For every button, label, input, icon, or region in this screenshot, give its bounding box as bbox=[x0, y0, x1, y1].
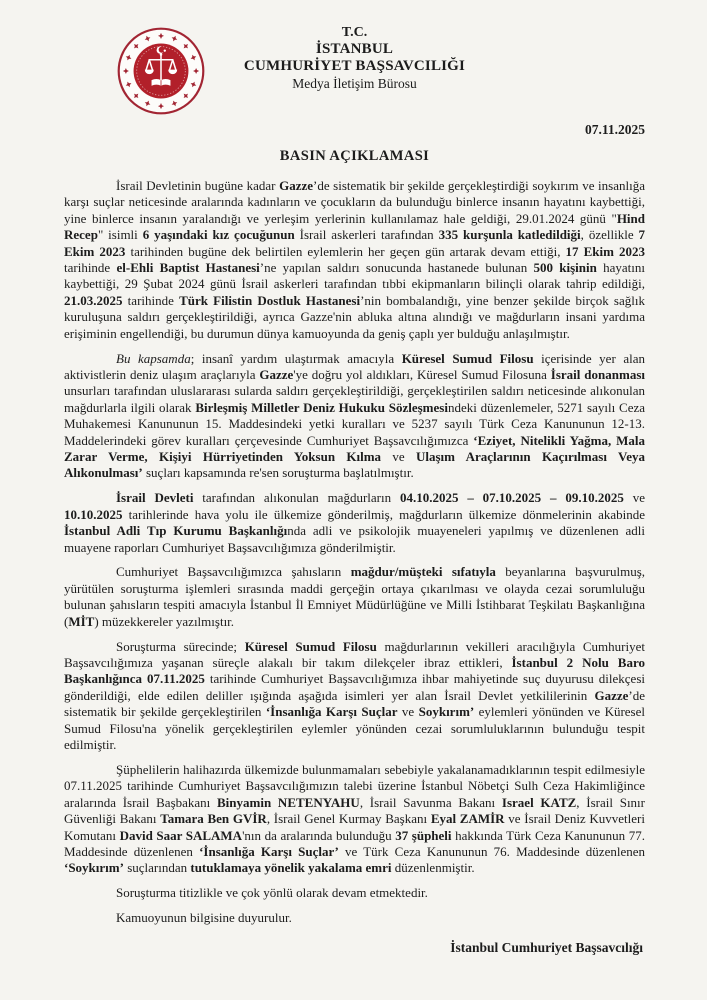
text-run: Şüphelilerin halihazırda ülkemizde bulunmamaları sebebiyle yakalanamadıklarının tespit edilmesiyle 07.11.2025 tarihinde Cumhuriyet Başsavcılığımızın talebi üzerine İstanbul Nöbetçi Sulh Ceza Hakimliğince aralarında İsrail Başbakanı bbox=[64, 761, 645, 810]
text-run: 17 Ekim 2023 bbox=[565, 243, 645, 259]
text-run: ’nin bombalandığı, yine benzer şekilde birçok sağlık kuruluşuna saldırı gerçekleştirildiği, ayrıca Gazze'nin abluka altına alındığı ve mağdurların insani yardıma erişiminin engellendiği, bu durumun dünya kamuoyunda da geniş çaplı yer bulduğu anlaşılmıştır. bbox=[64, 292, 645, 341]
text-run: ’de sistematik bir şekilde gerçekleştirdiği soykırım ve insanlığa karşı suçlar neticesinde aralarında kadınların ve çocukların da bulunduğu binlerce insanın hayatını kaybettiği, yine binlerce insanın yaralandığı ve yerleşim yerlerinin kullanılamaz hale geldiği, 29.01.2024 günü " bbox=[64, 178, 645, 226]
text-run: mağdur/müşteki sıfatıyla bbox=[350, 564, 496, 580]
text-run: ) müzekkereler yazılmıştır. bbox=[94, 613, 235, 629]
text-run: Soykırım’ bbox=[418, 704, 475, 720]
text-run: Gazze bbox=[594, 687, 629, 703]
text-run: nda adli ve psikolojik muayeneleri yapılmış ve düzenlenen adli muayene raporları Cumhuriyet Başsavcılığımıza gönderilmiştir. bbox=[64, 523, 645, 555]
text-run: 'nın da aralarında bulunduğu bbox=[242, 827, 396, 843]
text-run: Israel KATZ bbox=[501, 794, 577, 810]
text-run: tarihinde Cumhuriyet Başsavcılığımıza ihbar mahiyetinde suç duyurusu dilekçesi gönderildiği, elde edilen deliller ışığında aşağıda isimleri yer alan İsrail Devlet yetkililerinin bbox=[64, 671, 645, 703]
text-run: ; insanî yardım ulaştırmak amacıyla bbox=[190, 350, 402, 366]
text-run: Küresel Sumud Filosu bbox=[244, 638, 377, 654]
text-run: 10.10.2025 bbox=[64, 506, 123, 522]
text-run: 500 kişinin bbox=[533, 260, 597, 276]
text-run: Eyal ZAMİR bbox=[430, 811, 505, 827]
document-date: 07.11.2025 bbox=[584, 122, 645, 137]
text-run: düzenlenmiştir. bbox=[391, 860, 475, 876]
paragraph bbox=[64, 351, 645, 482]
paragraph bbox=[64, 490, 645, 556]
text-run: , İsrail Sınır Güvenliği Bakanı bbox=[64, 794, 646, 827]
text-run: tarihinde bbox=[122, 292, 180, 308]
text-run: Soruşturma titizlikle ve çok yönlü olarak devam etmektedir. bbox=[116, 885, 428, 901]
text-run: İstanbul Adli Tıp Kurumu Başkanlığı bbox=[64, 523, 288, 539]
text-run: ‘İnsanlığa Karşı Suçlar bbox=[265, 704, 398, 720]
text-run: ve İsrail Deniz Kuvvetleri Komutanı bbox=[64, 811, 645, 843]
document-title: BASIN AÇIKLAMASI bbox=[279, 148, 430, 164]
text-run: Gazze bbox=[279, 178, 313, 193]
header-republic: T.C. bbox=[341, 25, 368, 40]
text-run: ve bbox=[623, 490, 645, 506]
text-run: İsrail Devletinin bugüne kadar bbox=[116, 178, 280, 193]
text-run: " isimli bbox=[97, 227, 143, 243]
document-header bbox=[64, 24, 645, 118]
text-run: ve Türk Ceza Kanununun 76. Maddesinde düzenlenen bbox=[338, 843, 645, 859]
text-run: eylemleri yönünden ve Küresel Sumud Filosu'na yönelik gerçekleştirilen eylemler yönünden cezai sorumluluklarının bulunduğu tespit edilmiştir. bbox=[64, 704, 645, 752]
text-run: 7 Ekim 2023 bbox=[64, 227, 646, 259]
text-run: 04.10.2025 – 07.10.2025 – 09.10.2025 bbox=[399, 490, 624, 506]
document-body bbox=[64, 178, 645, 927]
signature: İstanbul Cumhuriyet Başsavcılığı bbox=[450, 939, 643, 955]
text-run: Soruşturma sürecinde; bbox=[116, 638, 245, 654]
header-city: İSTANBUL bbox=[315, 41, 394, 57]
text-run: suçları kapsamında re'sen soruşturma başlatılmıştır. bbox=[142, 465, 414, 481]
text-run: 37 şüpheli bbox=[395, 827, 452, 843]
text-run: Kamuoyunun bilgisine duyurulur. bbox=[116, 910, 292, 926]
text-run: mağdurlarının vekilleri aracılığıyla Cumhuriyet Başsavcılığımıza yaşanan süreçle alakalı bir takım dilekçeler ibraz ettikleri, bbox=[64, 638, 645, 670]
text-run: İsrail donanması bbox=[550, 366, 645, 382]
text-run: suçlarından bbox=[123, 860, 191, 876]
text-run: , İsrail Savunma Bakanı bbox=[359, 794, 502, 810]
text-run: İstanbul 2 Nolu Baro Başkanlığınca 07.11.2025 bbox=[64, 654, 645, 687]
text-run: ‘İnsanlığa Karşı Suçlar’ bbox=[199, 843, 339, 859]
text-run: ’ne yapılan saldırı sonucunda hastanede bulunan bbox=[259, 260, 534, 276]
text-run: Cumhuriyet Başsavcılığımızca şahısların bbox=[116, 564, 351, 580]
text-run: el-Ehli Baptist Hastanesi bbox=[116, 260, 260, 276]
text-run: , İsrail Genel Kurmay Başkanı bbox=[266, 811, 431, 827]
header-office: CUMHURİYET BAŞSAVCILIĞI bbox=[243, 58, 466, 74]
text-run: Tamara Ben GVİR bbox=[160, 811, 267, 827]
paragraph bbox=[64, 910, 645, 926]
paragraph bbox=[64, 639, 645, 754]
text-run: Birleşmiş Milletler Deniz Hukuku Sözleşmesi bbox=[195, 399, 448, 415]
text-run: tarihlerinde hava yolu ile ülkemize gönderilmiş, mağdurların ülkemize dönmelerinin akabinde bbox=[122, 506, 645, 522]
text-run: içerisinde yer alan aktivistlerin deniz ulaşım araçlarıyla bbox=[64, 350, 645, 382]
text-run: 'ye doğru yol aldıkları, Küresel Sumud Filosuna bbox=[293, 366, 551, 382]
paragraph bbox=[64, 762, 645, 877]
paragraph bbox=[64, 564, 645, 630]
text-run: unsurları tarafından uluslararası sularda saldırı gerçekleştirildiği, gerçekleştirilen saldırı neticesinde alıkonulan mağdurlarla ilgili olarak bbox=[64, 383, 645, 415]
text-run: hayatını kaybettiği, 29 Şubat 2024 günü İsrail askerleri tarafından tıbbi ekipmanların bilinçli olarak tahrip edildiği, bbox=[64, 260, 645, 292]
text-run: 335 kurşunla katledildiği bbox=[438, 227, 581, 243]
text-run: ’de sistematik bir şekilde gerçekleştirilen bbox=[64, 687, 645, 720]
text-run: 6 yaşındaki kız çocuğunun bbox=[142, 227, 295, 243]
text-run: David Saar SALAMA bbox=[119, 827, 243, 843]
text-run: tutuklamaya yönelik yakalama emri bbox=[190, 860, 392, 876]
text-run: 21.03.2025 bbox=[64, 292, 123, 308]
text-run: Ulaşım Araçlarının Kaçırılması Veya Alıkonulması’ bbox=[64, 449, 645, 481]
text-run: hakkında Türk Ceza Kanununun 77. Maddesinde düzenlenen bbox=[64, 827, 645, 859]
text-run: ndeki düzenlemeler, 5271 sayılı Ceza Muhakemesi Kanununun 15. Maddesindeki yetki kuralları ve 5237 sayılı Türk Ceza Kanununun 12-13. Maddelerindeki görev kuralları çerçevesinde Cumhuriyet Başsavcılığımızca bbox=[64, 399, 646, 448]
text-run: Hind Recep bbox=[64, 210, 645, 243]
text-run: tarihinde bbox=[64, 260, 117, 276]
text-run: Gazze bbox=[259, 366, 294, 382]
paragraph bbox=[64, 178, 645, 342]
text-run: ve bbox=[397, 704, 419, 720]
text-run: , özellikle bbox=[580, 227, 639, 243]
text-run: İsrail askerleri tarafından bbox=[294, 227, 439, 243]
text-run: beyanlarına başvurulmuş, yürütülen soruşturma işlemleri sırasında maddi gerçeğin ortaya çıkarılması ve olayda cezai sorumluluğu bulunan şahısların tespiti amacıyla İstanbul İl Emniyet Müdürlüğüne ve Milli İstihbarat Teşkilatı Başkanlığına ( bbox=[64, 564, 646, 629]
justice-seal-icon bbox=[116, 26, 206, 116]
paragraph bbox=[64, 885, 645, 901]
text-run: Türk Filistin Dostluk Hastanesi bbox=[179, 292, 361, 308]
text-run: ve bbox=[381, 449, 416, 464]
text-run: tarihinden bugüne dek belirtilen eylemlerin her geçen gün artarak devam ettiği, bbox=[125, 243, 566, 259]
text-run: tarafından alıkonulan mağdurların bbox=[193, 490, 400, 506]
text-run: Binyamin NETENYAHU bbox=[217, 794, 360, 810]
text-run: ‘Eziyet, Nitelikli Yağma, Mala Zarar Verme, Kişiyi Hürriyetinden Yoksun Kılma bbox=[64, 432, 646, 464]
text-run: Küresel Sumud Filosu bbox=[401, 350, 534, 366]
text-run: MİT bbox=[68, 613, 95, 629]
text-run: ‘Soykırım’ bbox=[64, 860, 124, 876]
text-run: Bu kapsamda bbox=[116, 350, 191, 366]
text-run: İsrail Devleti bbox=[116, 490, 194, 506]
header-bureau: Medya İletişim Bürosu bbox=[292, 76, 417, 91]
